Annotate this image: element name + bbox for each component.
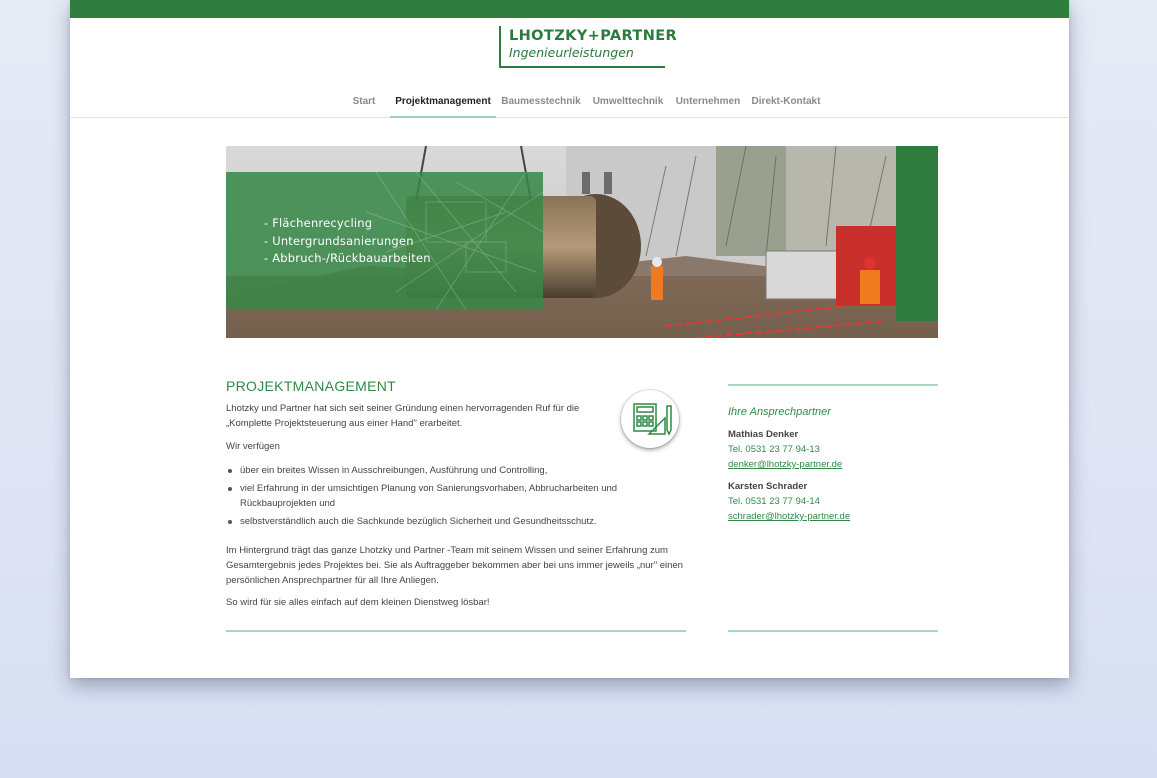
sidebar-bottom-divider — [728, 630, 938, 632]
list-item: viel Erfahrung in der umsichtigen Planung von Sanierungsvorhaben, Abbrucharbeiten und Rückbauprojekten und — [226, 481, 646, 511]
nav-item-umwelttechnik[interactable]: Umwelttechnik — [592, 96, 664, 107]
hero-item: - Abbruch-/Rückbauarbeiten — [264, 251, 431, 265]
contact-name: Mathias Denker — [728, 429, 799, 440]
hero-item: - Flächenrecycling — [264, 216, 373, 230]
nav-item-direkt-kontakt[interactable]: Direkt-Kontakt — [751, 96, 821, 107]
contact-email-link[interactable]: denker@lhotzky-partner.de — [728, 459, 843, 470]
sidebar-top-divider — [728, 384, 938, 386]
content-divider — [226, 630, 686, 632]
logo-sub-text: Ingenieurleistungen — [509, 45, 634, 60]
closing-text: So wird für sie alles einfach auf dem kleinen Dienstweg lösbar! — [226, 597, 490, 608]
contact-name: Karsten Schrader — [728, 481, 808, 492]
hero-service-list — [264, 215, 431, 268]
logo[interactable] — [499, 26, 678, 68]
contact-card — [728, 427, 842, 472]
contact-phone: Tel. 0531 23 77 94-14 — [728, 496, 820, 507]
contact-email-link[interactable]: schrader@lhotzky-partner.de — [728, 511, 851, 522]
intro-text: Lhotzky und Partner hat sich seit seiner Gründung einen hervorragenden Ruf für die „Komplette Projektsteuerung aus einer Hand" erarbeitet. — [226, 403, 580, 429]
contact-card — [728, 479, 850, 524]
hero-overlay — [226, 172, 543, 310]
page-title: PROJEKTMANAGEMENT — [226, 378, 397, 394]
nav-item-unternehmen[interactable]: Unternehmen — [675, 96, 741, 107]
contact-phone: Tel. 0531 23 77 94-13 — [728, 444, 820, 455]
calculator-ruler-icon — [621, 390, 679, 448]
hero-banner — [226, 146, 938, 338]
top-bar — [70, 0, 1069, 18]
team-text: Im Hintergrund trägt das ganze Lhotzky und Partner -Team mit seinem Wissen und seiner Erfahrung zum Gesamtergebnis jedes Projektes bei. Sie als Auftraggeber bekommen aber bei uns immer jeweils „nur" einen persönlichen Ansprechpartner für all Ihre Anliegen. — [226, 545, 683, 586]
capabilities-list — [226, 463, 646, 532]
list-item: selbstverständlich auch die Sachkunde bezüglich Sicherheit und Gesundheitsschutz. — [226, 514, 646, 529]
main-content — [226, 372, 686, 608]
webpage — [70, 0, 1069, 678]
logo-main-text: LHOTZKY+PARTNER — [509, 28, 678, 44]
nav-item-projektmanagement[interactable]: Projektmanagement — [390, 86, 496, 118]
nav-item-start[interactable]: Start — [352, 96, 376, 107]
main-navigation — [70, 86, 1069, 118]
list-intro-text: Wir verfügen — [226, 441, 280, 452]
nav-item-baumesstechnik[interactable]: Baumesstechnik — [501, 96, 581, 107]
hero-item: - Untergrundsanierungen — [264, 233, 414, 248]
sidebar-title: Ihre Ansprechpartner — [728, 406, 831, 418]
list-item: über ein breites Wissen in Ausschreibungen, Ausführung und Controlling, — [226, 463, 646, 478]
